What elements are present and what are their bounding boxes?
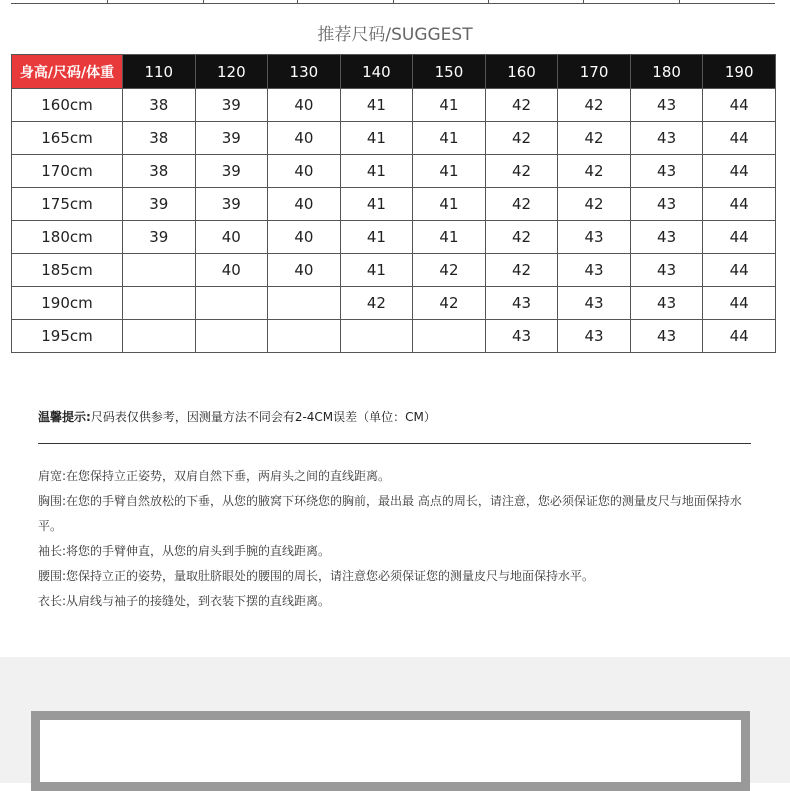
size-cell: 44	[703, 89, 776, 122]
weight-header: 120	[195, 55, 268, 89]
weight-header: 150	[413, 55, 486, 89]
definition-item	[38, 489, 754, 539]
size-cell	[413, 320, 486, 353]
definition-text: 从肩线与袖子的接缝处，到衣装下摆的直线距离。	[66, 594, 331, 608]
size-cell	[340, 320, 413, 353]
corner-header: 身高/尺码/体重	[12, 55, 123, 89]
definition-text: 您保持立正的姿势，量取肚脐眼处的腰围的周长，请注意您必须保证您的测量皮尺与地面保持水平。	[66, 569, 595, 583]
size-cell	[268, 320, 341, 353]
size-cell: 42	[413, 254, 486, 287]
size-cell: 42	[413, 287, 486, 320]
divider	[38, 443, 751, 444]
section-title: 推荐尺码/SUGGEST	[317, 25, 473, 45]
size-cell: 42	[485, 221, 558, 254]
table-row	[12, 221, 776, 254]
size-cell: 44	[703, 122, 776, 155]
definition-term: 腰围:	[38, 569, 67, 583]
size-cell: 42	[485, 155, 558, 188]
size-cell: 41	[413, 221, 486, 254]
size-cell	[123, 287, 196, 320]
size-cell: 41	[340, 155, 413, 188]
size-cell: 41	[413, 155, 486, 188]
height-cell: 190cm	[12, 287, 123, 320]
definition-term: 胸围:	[38, 494, 67, 508]
size-note	[38, 408, 436, 425]
size-cell: 42	[558, 188, 631, 221]
table-row	[12, 155, 776, 188]
size-cell: 40	[268, 188, 341, 221]
size-cell: 40	[268, 155, 341, 188]
weight-header: 110	[123, 55, 196, 89]
size-cell: 43	[558, 287, 631, 320]
previous-table-edge	[11, 0, 775, 4]
size-cell: 40	[268, 254, 341, 287]
size-cell: 43	[630, 254, 703, 287]
size-cell: 43	[630, 89, 703, 122]
size-cell: 44	[703, 320, 776, 353]
size-cell: 42	[558, 89, 631, 122]
size-cell: 40	[195, 254, 268, 287]
size-cell: 39	[195, 89, 268, 122]
size-cell: 43	[630, 188, 703, 221]
size-cell: 44	[703, 254, 776, 287]
size-cell	[123, 320, 196, 353]
table-row	[12, 122, 776, 155]
size-cell: 42	[485, 254, 558, 287]
size-cell: 43	[485, 320, 558, 353]
size-cell: 42	[485, 89, 558, 122]
height-cell: 195cm	[12, 320, 123, 353]
definition-item	[38, 464, 754, 489]
size-cell	[195, 287, 268, 320]
size-cell: 41	[413, 122, 486, 155]
size-cell: 39	[195, 122, 268, 155]
definition-item	[38, 539, 754, 564]
height-cell: 170cm	[12, 155, 123, 188]
measurement-definitions	[38, 464, 754, 614]
height-cell: 160cm	[12, 89, 123, 122]
size-table	[11, 54, 776, 353]
size-cell: 38	[123, 155, 196, 188]
table-header-row	[12, 55, 776, 89]
size-cell: 41	[340, 188, 413, 221]
size-cell: 41	[340, 221, 413, 254]
size-cell: 43	[630, 320, 703, 353]
table-row	[12, 89, 776, 122]
size-cell: 43	[630, 155, 703, 188]
size-cell: 39	[123, 188, 196, 221]
definition-term: 袖长:	[38, 544, 67, 558]
weight-header: 190	[703, 55, 776, 89]
height-cell: 165cm	[12, 122, 123, 155]
weight-header: 130	[268, 55, 341, 89]
table-row	[12, 188, 776, 221]
size-cell: 43	[558, 254, 631, 287]
height-cell: 185cm	[12, 254, 123, 287]
size-cell: 38	[123, 89, 196, 122]
size-cell: 41	[340, 89, 413, 122]
size-cell: 42	[340, 287, 413, 320]
size-cell: 38	[123, 122, 196, 155]
size-cell: 44	[703, 155, 776, 188]
size-cell: 41	[340, 254, 413, 287]
size-cell: 39	[123, 221, 196, 254]
size-cell: 43	[630, 122, 703, 155]
size-cell: 43	[485, 287, 558, 320]
size-cell: 40	[195, 221, 268, 254]
size-cell: 43	[558, 221, 631, 254]
table-row	[12, 320, 776, 353]
size-cell: 43	[630, 221, 703, 254]
size-cell: 44	[703, 188, 776, 221]
size-cell: 40	[268, 89, 341, 122]
size-cell	[268, 287, 341, 320]
size-cell	[123, 254, 196, 287]
weight-header: 140	[340, 55, 413, 89]
definition-text: 将您的手臂伸直，从您的肩头到手腕的直线距离。	[66, 544, 331, 558]
size-cell: 41	[413, 188, 486, 221]
weight-header: 160	[485, 55, 558, 89]
weight-header: 170	[558, 55, 631, 89]
size-cell: 40	[268, 221, 341, 254]
height-cell: 175cm	[12, 188, 123, 221]
height-cell: 180cm	[12, 221, 123, 254]
table-row	[12, 287, 776, 320]
size-cell: 39	[195, 155, 268, 188]
definition-text: 在您保持立正姿势，双肩自然下垂，两肩头之间的直线距离。	[66, 469, 391, 483]
definition-item	[38, 589, 754, 614]
size-cell: 42	[558, 155, 631, 188]
definition-term: 衣长:	[38, 594, 67, 608]
weight-header: 180	[630, 55, 703, 89]
size-cell: 41	[413, 89, 486, 122]
size-cell: 43	[558, 320, 631, 353]
definition-term: 肩宽:	[38, 469, 67, 483]
size-cell: 43	[630, 287, 703, 320]
size-cell: 44	[703, 287, 776, 320]
size-cell: 41	[340, 122, 413, 155]
note-text: 尺码表仅供参考，因测量方法不同会有2-4CM误差（单位：CM）	[90, 410, 436, 424]
size-cell: 44	[703, 221, 776, 254]
definition-text: 在您的手臂自然放松的下垂，从您的腋窝下环绕您的胸前，最出最 高点的周长，请注意，您必须保证您的测量皮尺与地面保持水平。	[38, 494, 742, 533]
size-cell	[195, 320, 268, 353]
table-row	[12, 254, 776, 287]
size-cell: 42	[485, 188, 558, 221]
note-label: 温馨提示:	[38, 410, 91, 424]
size-cell: 42	[558, 122, 631, 155]
size-cell: 40	[268, 122, 341, 155]
size-cell: 39	[195, 188, 268, 221]
image-frame	[31, 711, 750, 791]
size-cell: 42	[485, 122, 558, 155]
definition-item	[38, 564, 754, 589]
